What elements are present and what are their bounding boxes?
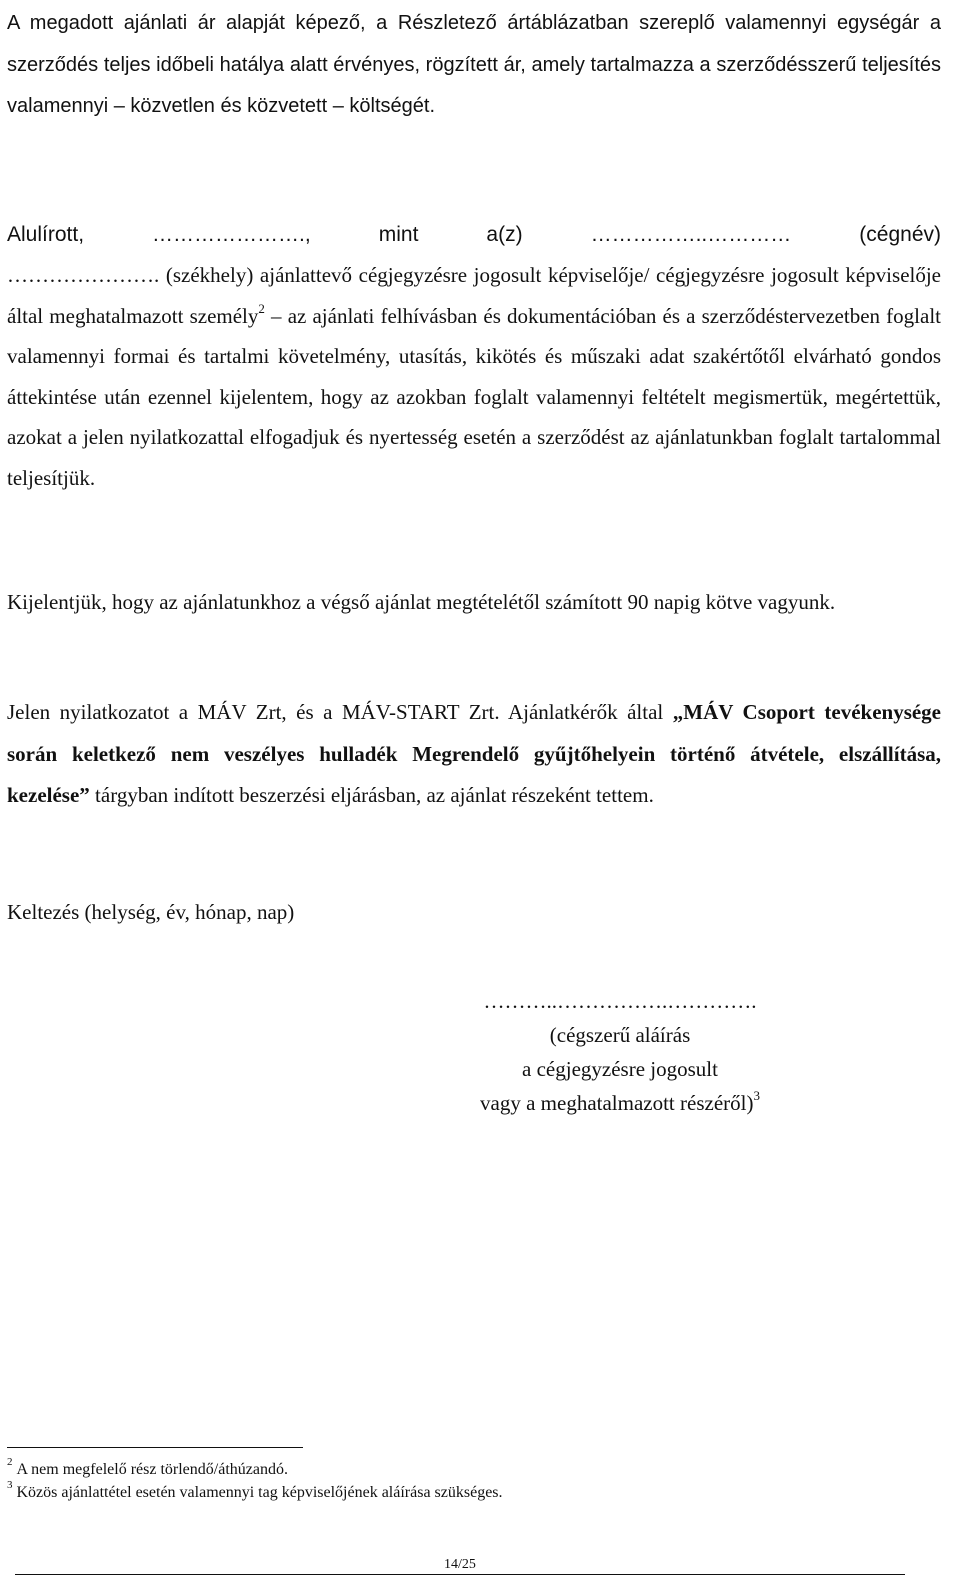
footnote-3 xyxy=(7,1478,907,1504)
dating-line xyxy=(7,892,941,933)
procurement-title: „MÁV Csoport tevékenysége során keletkező nem veszélyes hulladék Megrendelő gyűjtőhelyein történő átvétele, elszállítása, kezelése” xyxy=(7,700,942,807)
signature-dots: ………..…………….…………. xyxy=(483,989,757,1013)
footer-rule xyxy=(15,1574,905,1575)
signature-label-2: a cégjegyzésre jogosult xyxy=(522,1057,718,1081)
footnote-ref-3: 3 xyxy=(753,1088,760,1103)
footnote-3-mark: 3 xyxy=(7,1478,13,1491)
price-paragraph-text: A megadott ajánlati ár alapját képező, a Részletező ártáblázatban szereplő valamennyi egységár a szerződés teljes időbeli hatálya alatt érvényes, rögzített ár, amely tartalmazza a szerződésszerű teljesítés valamennyi – közvetlen és közvetett – költségét. xyxy=(7,12,941,117)
declarant-line: Alulírott, …………………., mint a(z) ……………..………… (cégnév) xyxy=(7,223,941,246)
page-footer xyxy=(15,1554,905,1578)
submission-text-before: Jelen nyilatkozatot a MÁV Zrt, és a MÁV-START Zrt. Ajánlatkérők által xyxy=(7,700,673,724)
signature-label-3: vagy a meghatalmazott részéről) xyxy=(480,1091,754,1115)
footnote-2-text: A nem megfelelő rész törlendő/áthúzandó. xyxy=(16,1461,288,1478)
declaration-paragraph xyxy=(7,255,941,498)
validity-text: Kijelentjük, hogy az ajánlatunkhoz a végső ajánlat megtételétől számított 90 napig kötve vagyunk. xyxy=(7,590,836,614)
validity-paragraph xyxy=(7,582,941,623)
submission-paragraph xyxy=(7,692,941,817)
footnote-separator xyxy=(7,1447,303,1448)
price-paragraph xyxy=(7,2,941,127)
signature-block xyxy=(420,984,820,1120)
submission-text-after: tárgyban indított beszerzési eljárásban, az ajánlat részeként tettem. xyxy=(89,783,654,807)
footnote-2 xyxy=(7,1455,907,1481)
page-number: 14/25 xyxy=(444,1557,476,1572)
dating-text: Keltezés (helység, év, hónap, nap) xyxy=(7,900,295,924)
declaration-text-b: – az ajánlati felhívásban és dokumentációban és a szerződéstervezetben foglalt valamennyi formai és tartalmi követelmény, utasítás, kikötés és műszaki adat szakértőtől elvárható gondos áttekintése után ezennel kijelentem, hogy az azokban foglalt valamennyi feltételt megismertük, megértettük, azokat a jelen nyilatkozattal elfogadjuk és nyertesség esetén a szerződést az ajánlatunkban foglalt tartalommal teljesítjük. xyxy=(7,303,941,490)
signature-label-1: (cégszerű aláírás xyxy=(549,1023,691,1047)
footnote-2-mark: 2 xyxy=(7,1455,13,1468)
declaration-text-a: …………………. (székhely) ajánlattevő cégjegyzésre jogosult képviselője/ cégjegyzésre jogosult képviselője által meghatalmazott személy xyxy=(7,263,941,328)
footnote-3-text: Közös ajánlattétel esetén valamennyi tag képviselőjének aláírása szükséges. xyxy=(16,1484,503,1501)
footnote-ref-2: 2 xyxy=(258,300,265,316)
signature-label-3-wrapper xyxy=(420,1086,820,1120)
